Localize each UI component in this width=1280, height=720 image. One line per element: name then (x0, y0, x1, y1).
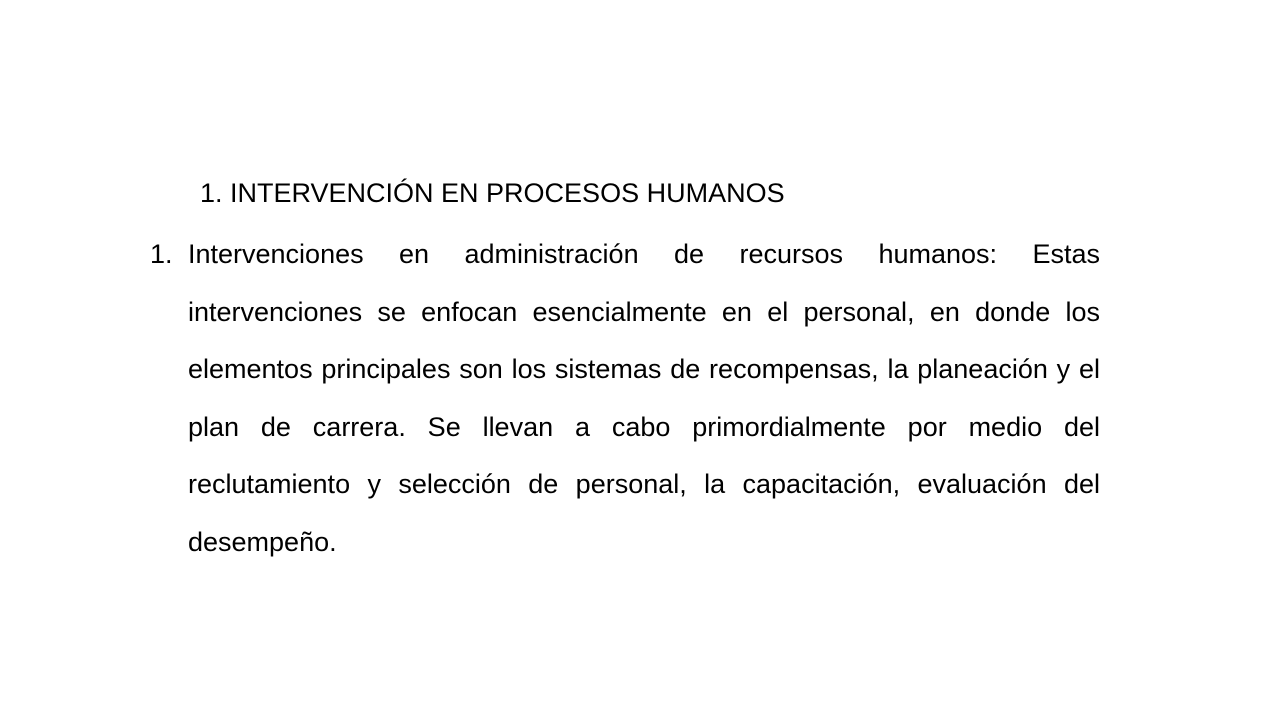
list-item-text: Intervenciones en administración de recursos humanos: Estas intervenciones se enfocan esencialmente en el personal, en donde los elementos principales son los sistemas de recompensas, la planeación y el plan de carrera. Se llevan a cabo primordialmente por medio del reclutamiento y selección de personal, la capacitación, evaluación del desempeño. (188, 239, 1100, 557)
list-item (150, 226, 1100, 571)
heading-text: INTERVENCIÓN EN PROCESOS HUMANOS (230, 178, 785, 208)
heading-number: 1. (200, 178, 223, 208)
list-item-number: 1. (150, 239, 173, 269)
section-heading (200, 173, 785, 213)
